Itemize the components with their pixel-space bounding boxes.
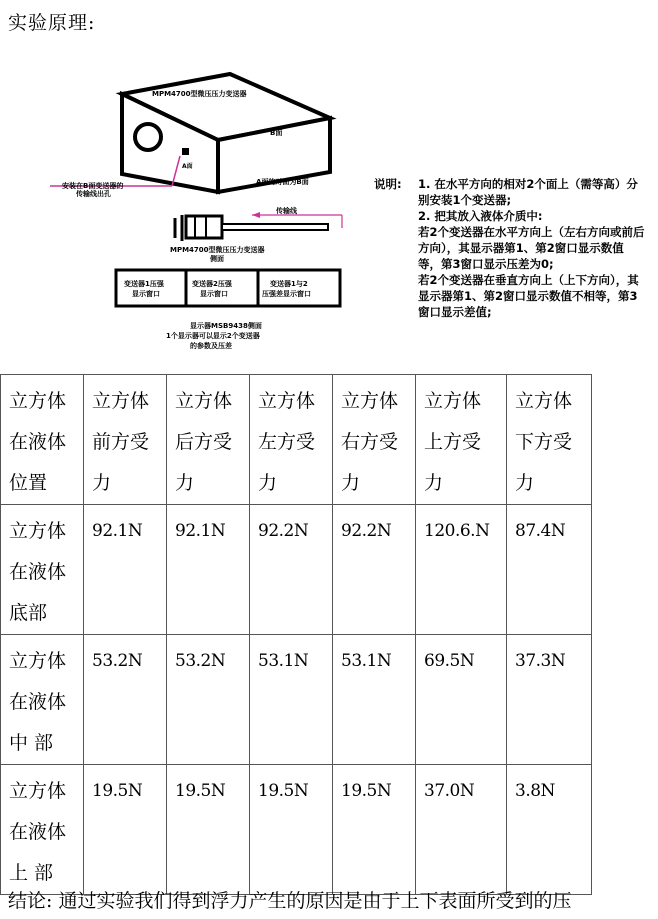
- cable-hole-icon: [135, 124, 161, 150]
- cable-label: 传输线: [276, 207, 297, 215]
- cell-top: 37.0N: [416, 765, 507, 895]
- table-header-row: [1, 375, 592, 505]
- force-table: [0, 374, 592, 895]
- row-position: 立方体 在液体 上 部: [1, 765, 84, 895]
- table-row: [1, 635, 592, 765]
- header-bottom: 立方体 下方受 力: [507, 375, 592, 505]
- cell-back: 92.1N: [167, 505, 250, 635]
- section-heading: 实验原理:: [8, 12, 96, 34]
- window-1-line1: 变送器1压强: [124, 280, 164, 288]
- cell-right: 53.1N: [333, 635, 416, 765]
- row-position: 立方体 在液体 底部: [1, 505, 84, 635]
- cell-back: 53.2N: [167, 635, 250, 765]
- window-1-line2: 显示窗口: [132, 290, 160, 298]
- display-caption-line3: 的参数及压差: [190, 342, 232, 350]
- explanation-note: [374, 176, 646, 320]
- display-caption-line2: 1个显示器可以显示2个变送器: [166, 332, 260, 340]
- cell-back: 19.5N: [167, 765, 250, 895]
- header-position: 立方体 在液体 位置: [1, 375, 84, 505]
- side-caption-line2: 侧面: [210, 255, 224, 263]
- cell-bottom: 37.3N: [507, 635, 592, 765]
- table-row: [1, 505, 592, 635]
- note-case-vertical: 若2个变送器在垂直方向上（上下方向），其显示器第1、第2窗口显示数值不相等，第3窗口显示差值;: [418, 273, 639, 319]
- header-left: 立方体 左方受 力: [250, 375, 333, 505]
- cell-left: 53.1N: [250, 635, 333, 765]
- note-case-horizontal: 若2个变送器在水平方向上（左右方向或前后方向），其显示器第1、第2窗口显示数值等，第3窗口显示压差为0;: [418, 225, 645, 271]
- cable-note-line1: 安装在B面变送器的: [62, 182, 124, 190]
- window-3-line2: 压强差显示窗口: [262, 290, 311, 298]
- sensor-title: MPM4700型微压压力变送器: [152, 90, 247, 98]
- note-item-1: 1. 在水平方向的相对2个面上（需等高）分别安装1个变送器;: [418, 177, 638, 207]
- header-back: 立方体 后方受 力: [167, 375, 250, 505]
- table-row: [1, 765, 592, 895]
- row-position: 立方体 在液体 中 部: [1, 635, 84, 765]
- face-a-opposite-label: A面的对面为B面: [256, 178, 309, 186]
- cell-bottom: 3.8N: [507, 765, 592, 895]
- display-caption-line1: 显示器MSB9438侧面: [190, 322, 262, 330]
- cell-front: 92.1N: [84, 505, 167, 635]
- header-right: 立方体 右方受 力: [333, 375, 416, 505]
- window-2-line2: 显示窗口: [200, 290, 228, 298]
- cell-front: 19.5N: [84, 765, 167, 895]
- face-a-label: A面: [182, 163, 193, 170]
- cell-right: 92.2N: [333, 505, 416, 635]
- cell-front: 53.2N: [84, 635, 167, 765]
- header-front: 立方体 前方受 力: [84, 375, 167, 505]
- cell-right: 19.5N: [333, 765, 416, 895]
- sensor-a-icon: [182, 148, 189, 155]
- sensor-side-view: [175, 212, 342, 241]
- note-label: 说明:: [374, 177, 402, 191]
- cable-note-line2: 传输线出孔: [76, 190, 111, 198]
- side-caption-line1: MPM4700型微压压力变送器: [170, 246, 265, 254]
- cell-top: 69.5N: [416, 635, 507, 765]
- window-2-line1: 变送器2压强: [192, 280, 232, 288]
- window-3-line1: 变送器1与2: [270, 280, 308, 288]
- cell-left: 92.2N: [250, 505, 333, 635]
- header-top: 立方体 上方受 力: [416, 375, 507, 505]
- cell-left: 19.5N: [250, 765, 333, 895]
- display-unit: [116, 270, 340, 306]
- cell-top: 120.6.N: [416, 505, 507, 635]
- note-item-2: 2. 把其放入液体介质中:: [418, 209, 543, 223]
- conclusion-text: 结论: 通过实验我们得到浮力产生的原因是由于上下表面所受到的压: [8, 890, 572, 912]
- face-b-label: B面: [270, 129, 283, 137]
- cell-bottom: 87.4N: [507, 505, 592, 635]
